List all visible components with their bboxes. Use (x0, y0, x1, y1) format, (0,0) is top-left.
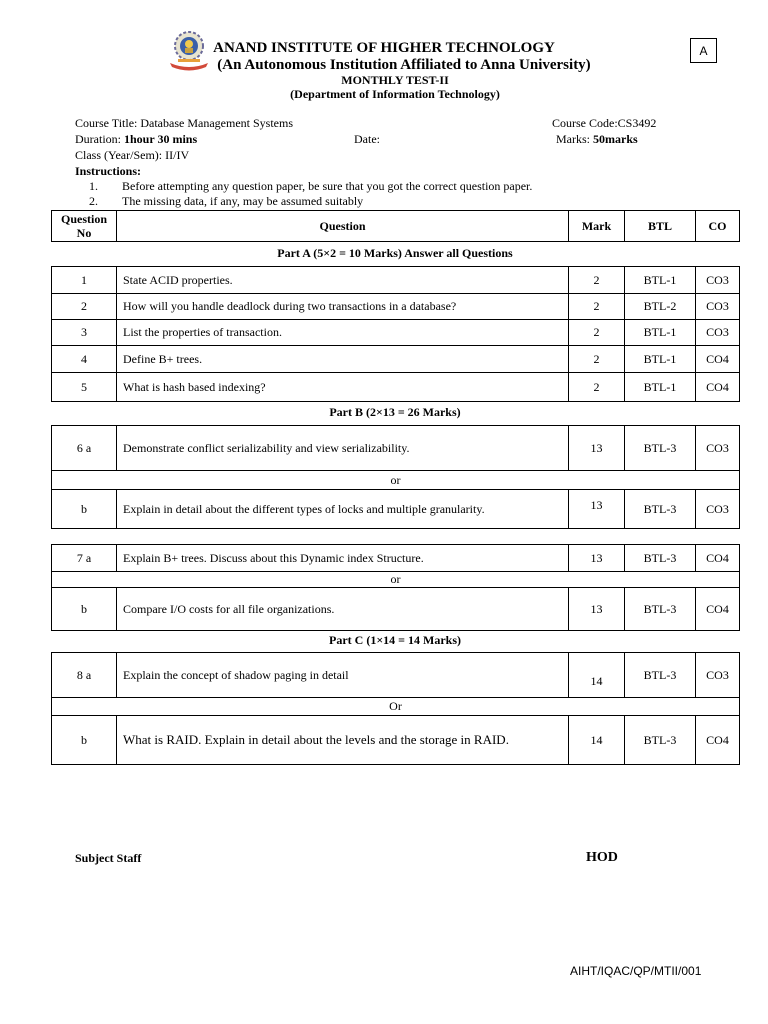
question-text: Demonstrate conflict serializability and view serializability. (117, 426, 569, 471)
question-number: 3 (52, 320, 117, 346)
class-info (75, 148, 189, 163)
question-mark: 2 (569, 373, 625, 402)
question-table-header (51, 210, 740, 242)
instructions-title: Instructions: (75, 164, 142, 178)
instruction-1-text: Before attempting any question paper, be sure that you got the correct question paper. (122, 179, 533, 193)
course-title (75, 116, 293, 131)
duration-value: 1hour 30 mins (124, 132, 198, 146)
document-code: AIHT/IQAC/QP/MTII/001 (570, 964, 702, 978)
question-mark: 14 (569, 716, 625, 765)
marks (556, 132, 638, 147)
table-row (52, 294, 740, 320)
question-co: CO3 (696, 653, 740, 698)
instruction-1-number: 1. (89, 179, 98, 193)
question-mark: 13 (569, 588, 625, 631)
course-title-value: Database Management Systems (140, 116, 293, 130)
table-row (52, 267, 740, 294)
class-value: II/IV (165, 148, 190, 162)
question-btl: BTL-3 (625, 426, 696, 471)
class-label: Class (Year/Sem): (75, 148, 163, 162)
question-number: 8 a (52, 653, 117, 698)
question-number: 2 (52, 294, 117, 320)
question-number: 1 (52, 267, 117, 294)
part-b-title: Part B (2×13 = 26 Marks) (329, 405, 461, 419)
question-co: CO3 (696, 267, 740, 294)
question-btl: BTL-2 (625, 294, 696, 320)
question-text: Define B+ trees. (117, 346, 569, 373)
question-mark: 14 (569, 653, 625, 698)
table-row (52, 653, 740, 698)
course-code: Course Code:CS3492 (552, 116, 657, 130)
question-btl: BTL-3 (625, 716, 696, 765)
question-co: CO3 (696, 294, 740, 320)
part-a-title: Part A (5×2 = 10 Marks) Answer all Questions (277, 246, 513, 260)
part-b-question-7-table (51, 544, 740, 631)
question-mark: 2 (569, 294, 625, 320)
question-co: CO3 (696, 320, 740, 346)
question-number: b (52, 490, 117, 529)
question-text: State ACID properties. (117, 267, 569, 294)
question-number: 6 a (52, 426, 117, 471)
question-number: b (52, 716, 117, 765)
or-separator: Or (52, 698, 740, 716)
table-row (52, 373, 740, 402)
question-number: b (52, 588, 117, 631)
question-co: CO3 (696, 490, 740, 529)
institution-affiliation: (An Autonomous Institution Affiliated to Anna University) (217, 57, 591, 73)
question-mark: 2 (569, 320, 625, 346)
table-row (52, 490, 740, 529)
question-btl: BTL-3 (625, 653, 696, 698)
instruction-2-number: 2. (89, 194, 98, 208)
question-mark: 13 (569, 545, 625, 572)
question-mark: 13 (569, 490, 625, 529)
or-row (52, 471, 740, 490)
question-text: What is RAID. Explain in detail about the levels and the storage in RAID. (117, 716, 569, 765)
question-btl: BTL-3 (625, 545, 696, 572)
test-name: MONTHLY TEST-II (341, 73, 449, 87)
table-row (52, 320, 740, 346)
table-row (52, 588, 740, 631)
subject-staff-signature-label: Subject Staff (75, 851, 142, 865)
header-question-no: Question No (52, 211, 117, 242)
question-btl: BTL-1 (625, 320, 696, 346)
header-mark: Mark (569, 211, 625, 242)
part-c-table (51, 652, 740, 765)
question-text: What is hash based indexing? (117, 373, 569, 402)
question-number: 4 (52, 346, 117, 373)
or-separator: or (52, 572, 740, 588)
question-co: CO4 (696, 346, 740, 373)
question-mark: 13 (569, 426, 625, 471)
table-row (52, 426, 740, 471)
question-number: 5 (52, 373, 117, 402)
part-a-table (51, 266, 740, 402)
duration (75, 132, 197, 147)
table-row (52, 346, 740, 373)
question-btl: BTL-1 (625, 346, 696, 373)
question-text: Explain B+ trees. Discuss about this Dynamic index Structure. (117, 545, 569, 572)
question-co: CO3 (696, 426, 740, 471)
question-mark: 2 (569, 267, 625, 294)
question-text: List the properties of transaction. (117, 320, 569, 346)
question-text: Explain in detail about the different types of locks and multiple granularity. (117, 490, 569, 529)
question-co: CO4 (696, 588, 740, 631)
question-btl: BTL-3 (625, 588, 696, 631)
header-btl: BTL (625, 211, 696, 242)
header-co: CO (696, 211, 740, 242)
or-separator: or (52, 471, 740, 490)
question-btl: BTL-1 (625, 373, 696, 402)
question-btl: BTL-3 (625, 490, 696, 529)
question-btl: BTL-1 (625, 267, 696, 294)
header-question: Question (117, 211, 569, 242)
question-text: How will you handle deadlock during two transactions in a database? (117, 294, 569, 320)
question-co: CO4 (696, 373, 740, 402)
table-row (52, 716, 740, 765)
question-text: Explain the concept of shadow paging in detail (117, 653, 569, 698)
duration-label: Duration: (75, 132, 121, 146)
date-label: Date: (354, 132, 380, 146)
marks-label: Marks: (556, 132, 590, 146)
institution-name: ANAND INSTITUTE OF HIGHER TECHNOLOGY (213, 40, 555, 56)
department-name: (Department of Information Technology) (290, 87, 500, 101)
question-co: CO4 (696, 716, 740, 765)
table-row (52, 545, 740, 572)
hod-signature-label: HOD (586, 850, 618, 865)
marks-value: 50marks (593, 132, 638, 146)
question-text: Compare I/O costs for all file organizations. (117, 588, 569, 631)
instruction-2-text: The missing data, if any, may be assumed suitably (122, 194, 364, 208)
question-co: CO4 (696, 545, 740, 572)
question-number: 7 a (52, 545, 117, 572)
question-mark: 2 (569, 346, 625, 373)
part-b-question-6-table (51, 425, 740, 529)
question-set-box: A (690, 38, 717, 63)
or-row (52, 572, 740, 588)
course-title-label: Course Title: (75, 116, 138, 130)
part-c-title: Part C (1×14 = 14 Marks) (329, 633, 461, 647)
or-row (52, 698, 740, 716)
